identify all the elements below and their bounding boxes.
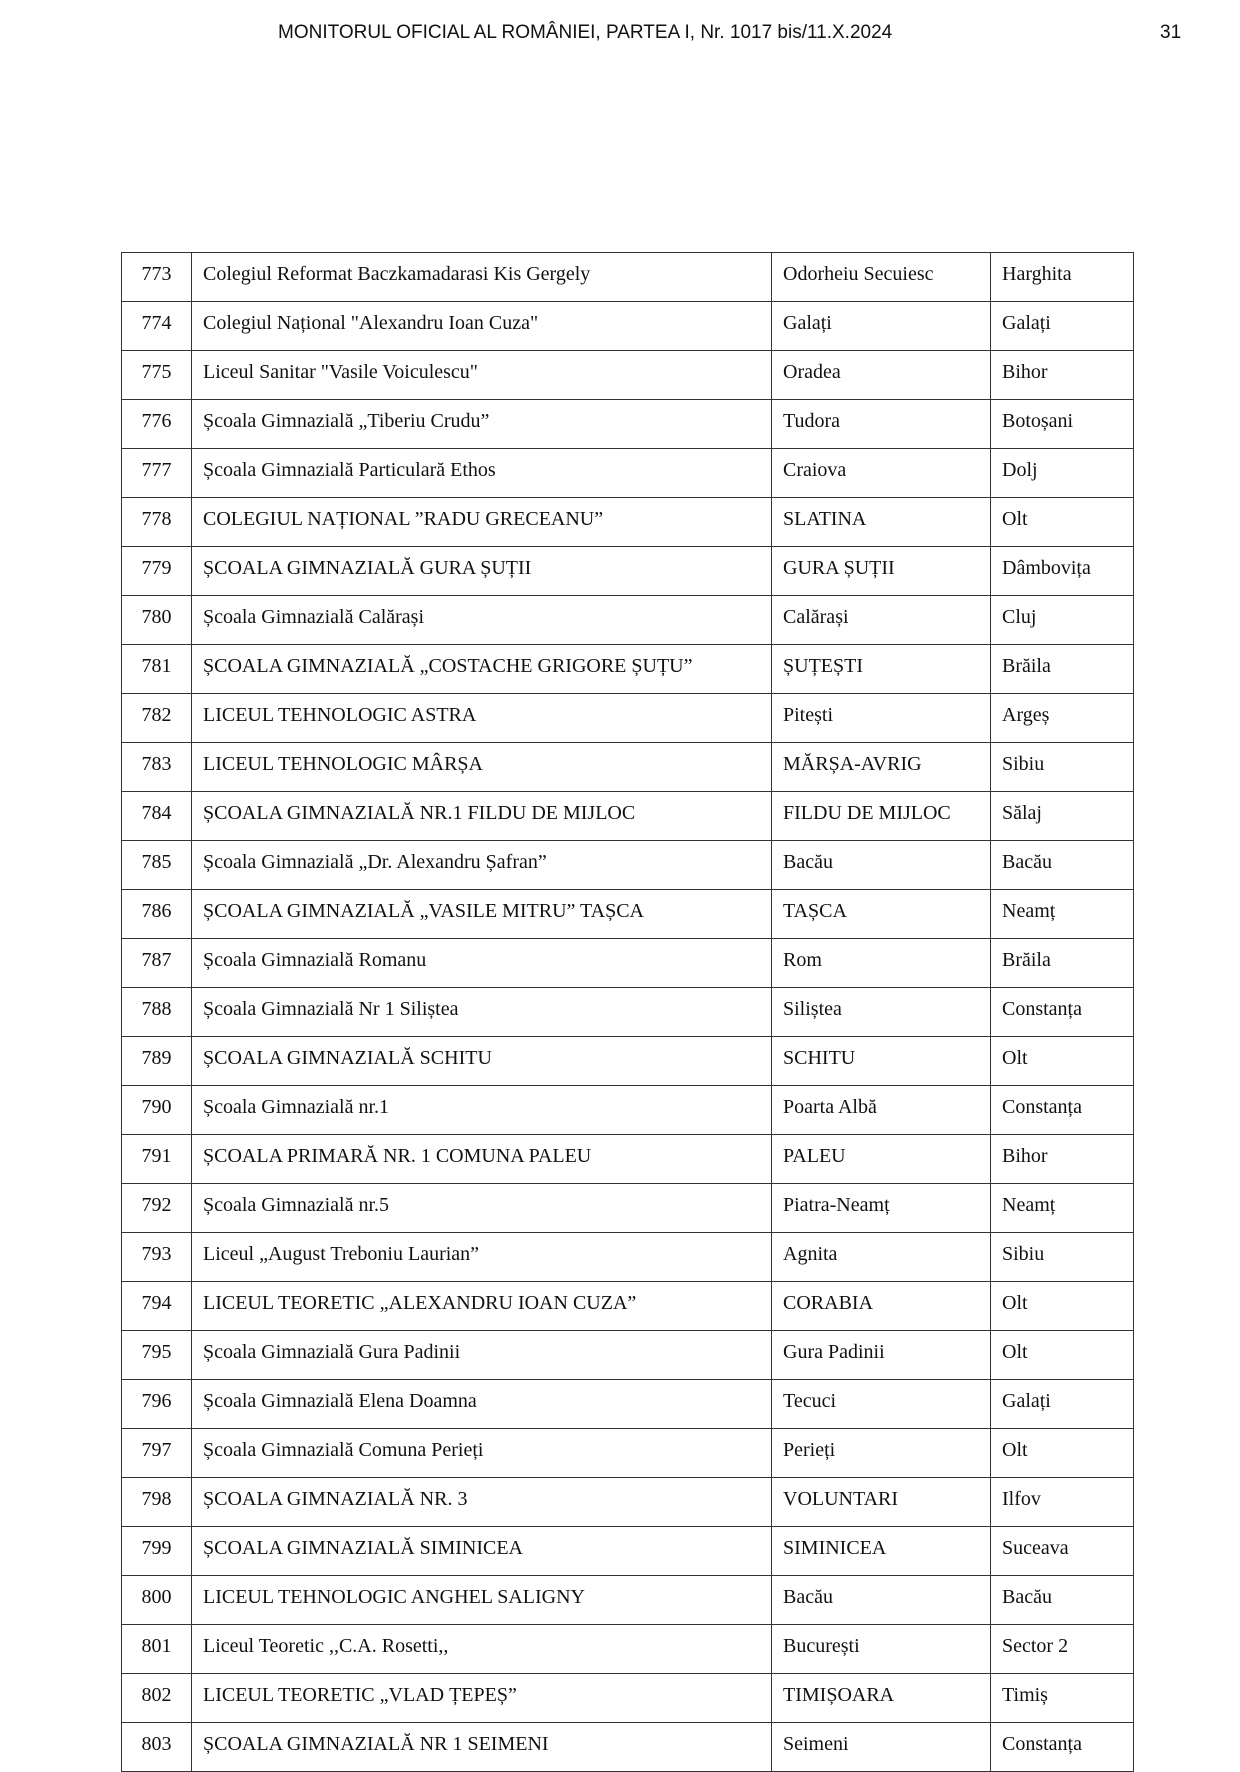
table-row [122,400,1134,449]
county-cell: Olt [991,1037,1134,1086]
locality-cell: Odorheiu Secuiesc [772,253,991,302]
school-name-cell: ȘCOALA GIMNAZIALĂ NR.1 FILDU DE MIJLOC [192,792,772,841]
table-row [122,1282,1134,1331]
locality-cell: GURA ȘUȚII [772,547,991,596]
school-name-cell: ȘCOALA GIMNAZIALĂ NR 1 SEIMENI [192,1723,772,1772]
locality-cell: Galați [772,302,991,351]
table-row [122,743,1134,792]
table-row [122,792,1134,841]
school-name-cell: Școala Gimnazială Romanu [192,939,772,988]
locality-cell: VOLUNTARI [772,1478,991,1527]
table-row [122,1429,1134,1478]
county-cell: Dâmbovița [991,547,1134,596]
locality-cell: Craiova [772,449,991,498]
school-name-cell: Școala Gimnazială nr.1 [192,1086,772,1135]
table-row [122,1625,1134,1674]
row-number-cell: 788 [122,988,192,1037]
locality-cell: Poarta Albă [772,1086,991,1135]
school-name-cell: ȘCOALA GIMNAZIALĂ „VASILE MITRU” TAȘCA [192,890,772,939]
table-row [122,1135,1134,1184]
county-cell: Olt [991,1429,1134,1478]
table-row [122,890,1134,939]
table-row [122,1184,1134,1233]
school-name-cell: LICEUL TEORETIC „ALEXANDRU IOAN CUZA” [192,1282,772,1331]
schools-table [121,252,1134,1772]
table-row [122,988,1134,1037]
school-name-cell: ȘCOALA GIMNAZIALĂ SIMINICEA [192,1527,772,1576]
table-row [122,694,1134,743]
row-number-cell: 777 [122,449,192,498]
school-name-cell: ȘCOALA GIMNAZIALĂ GURA ȘUȚII [192,547,772,596]
row-number-cell: 801 [122,1625,192,1674]
county-cell: Galați [991,302,1134,351]
table-row [122,1233,1134,1282]
row-number-cell: 784 [122,792,192,841]
county-cell: Botoșani [991,400,1134,449]
school-name-cell: COLEGIUL NAȚIONAL ”RADU GRECEANU” [192,498,772,547]
locality-cell: MĂRȘA-AVRIG [772,743,991,792]
row-number-cell: 791 [122,1135,192,1184]
school-name-cell: LICEUL TEHNOLOGIC ASTRA [192,694,772,743]
table-row [122,1674,1134,1723]
table-row [122,1723,1134,1772]
county-cell: Timiș [991,1674,1134,1723]
schools-table-body [122,253,1134,1772]
table-row [122,1478,1134,1527]
row-number-cell: 802 [122,1674,192,1723]
row-number-cell: 800 [122,1576,192,1625]
row-number-cell: 793 [122,1233,192,1282]
row-number-cell: 781 [122,645,192,694]
county-cell: Harghita [991,253,1134,302]
locality-cell: Perieți [772,1429,991,1478]
county-cell: Sălaj [991,792,1134,841]
table-row [122,302,1134,351]
row-number-cell: 794 [122,1282,192,1331]
school-name-cell: Școala Gimnazială Particulară Ethos [192,449,772,498]
county-cell: Bihor [991,351,1134,400]
locality-cell: Bacău [772,841,991,890]
row-number-cell: 792 [122,1184,192,1233]
school-name-cell: Școala Gimnazială Calărași [192,596,772,645]
school-name-cell: Școala Gimnazială Nr 1 Siliștea [192,988,772,1037]
locality-cell: SIMINICEA [772,1527,991,1576]
county-cell: Brăila [991,939,1134,988]
page-header [0,22,1240,52]
table-row [122,596,1134,645]
school-name-cell: Școala Gimnazială „Dr. Alexandru Șafran” [192,841,772,890]
locality-cell: Piatra-Neamț [772,1184,991,1233]
table-row [122,1086,1134,1135]
row-number-cell: 795 [122,1331,192,1380]
county-cell: Constanța [991,1723,1134,1772]
row-number-cell: 785 [122,841,192,890]
row-number-cell: 787 [122,939,192,988]
locality-cell: Gura Padinii [772,1331,991,1380]
table-row [122,1037,1134,1086]
table-row [122,645,1134,694]
school-name-cell: Școala Gimnazială Elena Doamna [192,1380,772,1429]
school-name-cell: LICEUL TEHNOLOGIC MÂRȘA [192,743,772,792]
school-name-cell: ȘCOALA GIMNAZIALĂ „COSTACHE GRIGORE ȘUȚU” [192,645,772,694]
school-name-cell: ȘCOALA GIMNAZIALĂ SCHITU [192,1037,772,1086]
table-row [122,939,1134,988]
school-name-cell: LICEUL TEHNOLOGIC ANGHEL SALIGNY [192,1576,772,1625]
school-name-cell: Colegiul Reformat Baczkamadarasi Kis Gergely [192,253,772,302]
row-number-cell: 798 [122,1478,192,1527]
county-cell: Olt [991,498,1134,547]
table-row [122,351,1134,400]
locality-cell: Rom [772,939,991,988]
table-row [122,449,1134,498]
school-name-cell: Liceul „August Treboniu Laurian” [192,1233,772,1282]
locality-cell: PALEU [772,1135,991,1184]
table-row [122,1331,1134,1380]
county-cell: Bacău [991,841,1134,890]
table-row [122,1380,1134,1429]
school-name-cell: Școala Gimnazială Gura Padinii [192,1331,772,1380]
school-name-cell: Liceul Sanitar "Vasile Voiculescu" [192,351,772,400]
county-cell: Sibiu [991,1233,1134,1282]
locality-cell: SLATINA [772,498,991,547]
locality-cell: Siliștea [772,988,991,1037]
county-cell: Sibiu [991,743,1134,792]
county-cell: Ilfov [991,1478,1134,1527]
county-cell: Sector 2 [991,1625,1134,1674]
row-number-cell: 783 [122,743,192,792]
row-number-cell: 799 [122,1527,192,1576]
row-number-cell: 776 [122,400,192,449]
table-row [122,547,1134,596]
page-number: 31 [1160,22,1182,43]
county-cell: Olt [991,1282,1134,1331]
county-cell: Constanța [991,988,1134,1037]
locality-cell: București [772,1625,991,1674]
school-name-cell: Școala Gimnazială nr.5 [192,1184,772,1233]
locality-cell: Pitești [772,694,991,743]
locality-cell: ȘUȚEȘTI [772,645,991,694]
row-number-cell: 790 [122,1086,192,1135]
school-name-cell: Școala Gimnazială „Tiberiu Crudu” [192,400,772,449]
row-number-cell: 789 [122,1037,192,1086]
row-number-cell: 796 [122,1380,192,1429]
table-row [122,253,1134,302]
row-number-cell: 786 [122,890,192,939]
locality-cell: Tudora [772,400,991,449]
row-number-cell: 782 [122,694,192,743]
row-number-cell: 780 [122,596,192,645]
county-cell: Cluj [991,596,1134,645]
table-row [122,1576,1134,1625]
county-cell: Bihor [991,1135,1134,1184]
locality-cell: CORABIA [772,1282,991,1331]
locality-cell: Agnita [772,1233,991,1282]
school-name-cell: Liceul Teoretic ,,C.A. Rosetti,, [192,1625,772,1674]
locality-cell: Calărași [772,596,991,645]
locality-cell: SCHITU [772,1037,991,1086]
row-number-cell: 797 [122,1429,192,1478]
table-row [122,498,1134,547]
locality-cell: TAȘCA [772,890,991,939]
row-number-cell: 775 [122,351,192,400]
county-cell: Brăila [991,645,1134,694]
school-name-cell: Colegiul Național "Alexandru Ioan Cuza" [192,302,772,351]
school-name-cell: ȘCOALA GIMNAZIALĂ NR. 3 [192,1478,772,1527]
table-row [122,1527,1134,1576]
school-name-cell: ȘCOALA PRIMARĂ NR. 1 COMUNA PALEU [192,1135,772,1184]
publication-title: MONITORUL OFICIAL AL ROMÂNIEI, PARTEA I, Nr. 1017 bis/11.X.2024 [278,22,893,43]
table-row [122,841,1134,890]
school-name-cell: LICEUL TEORETIC „VLAD ȚEPEȘ” [192,1674,772,1723]
locality-cell: Seimeni [772,1723,991,1772]
county-cell: Olt [991,1331,1134,1380]
row-number-cell: 803 [122,1723,192,1772]
locality-cell: FILDU DE MIJLOC [772,792,991,841]
locality-cell: Bacău [772,1576,991,1625]
locality-cell: Tecuci [772,1380,991,1429]
locality-cell: Oradea [772,351,991,400]
county-cell: Bacău [991,1576,1134,1625]
county-cell: Neamț [991,1184,1134,1233]
county-cell: Argeș [991,694,1134,743]
county-cell: Neamț [991,890,1134,939]
county-cell: Galați [991,1380,1134,1429]
county-cell: Dolj [991,449,1134,498]
locality-cell: TIMIȘOARA [772,1674,991,1723]
school-name-cell: Școala Gimnazială Comuna Perieți [192,1429,772,1478]
row-number-cell: 773 [122,253,192,302]
row-number-cell: 774 [122,302,192,351]
row-number-cell: 778 [122,498,192,547]
row-number-cell: 779 [122,547,192,596]
county-cell: Suceava [991,1527,1134,1576]
county-cell: Constanța [991,1086,1134,1135]
